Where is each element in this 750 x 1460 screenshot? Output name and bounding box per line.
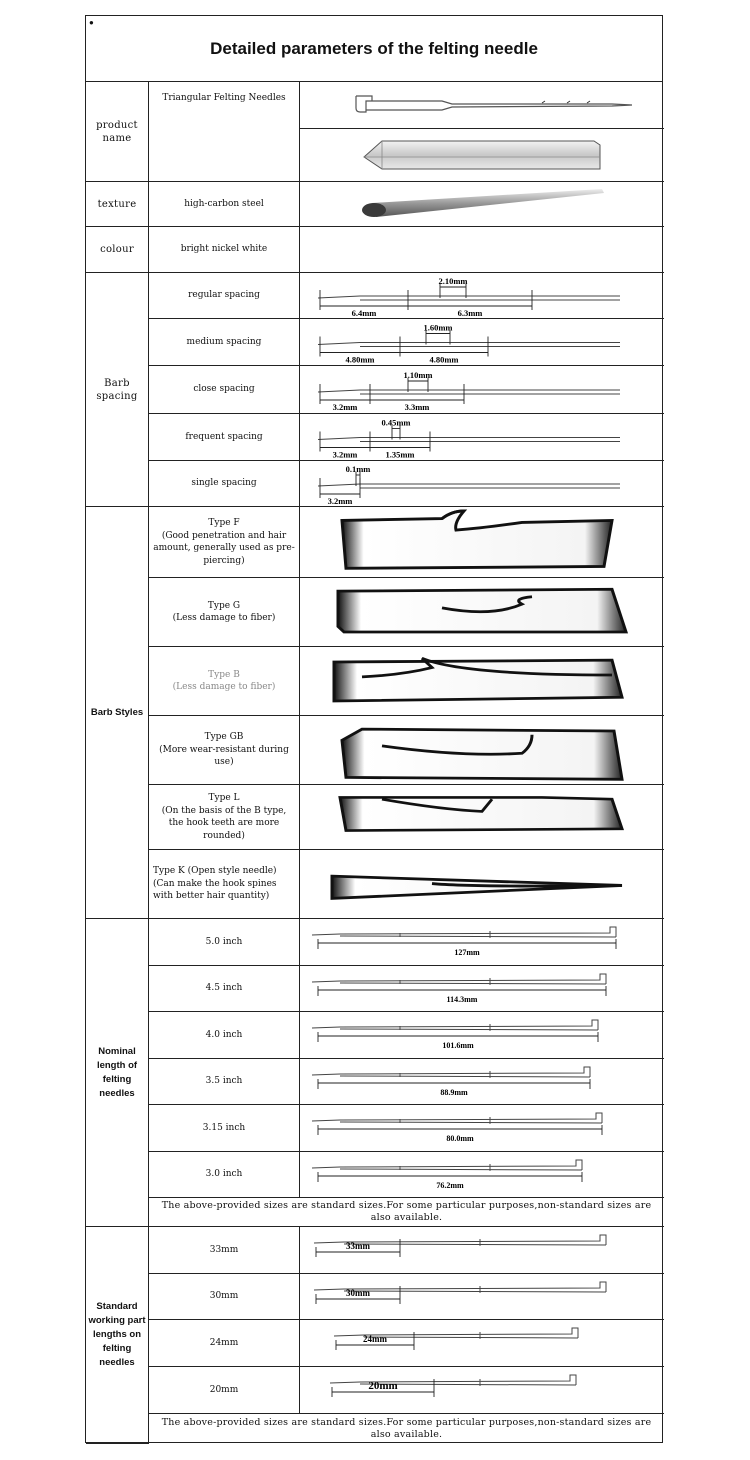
- barb-spacing-name: close spacing: [149, 366, 300, 414]
- barb-style-image: [300, 647, 664, 716]
- colour-value: bright nickel white: [149, 227, 300, 273]
- colour-label: colour: [86, 227, 149, 273]
- gap-label: 0.45mm: [381, 417, 411, 427]
- needle-line: [312, 1113, 602, 1124]
- needle-prism-image: [300, 129, 664, 182]
- working-part-diagram: [300, 1367, 664, 1414]
- barb-style-detail: (Less damage to fiber): [172, 613, 276, 623]
- barb-style-name: Type B: [208, 669, 240, 680]
- colour-empty-cell: [300, 227, 664, 273]
- length-mm-label: 76.2mm: [436, 1180, 464, 1190]
- nominal-length-svg: [300, 1152, 664, 1198]
- barb-spacing-label: Barb spacing: [86, 273, 149, 507]
- barb-style-description: [149, 578, 300, 647]
- working-mm-label: 33mm: [346, 1240, 370, 1251]
- page-title-text: Detailed parameters of the felting needle: [210, 38, 538, 58]
- barb-style-image: [300, 716, 664, 785]
- dimension-lines: [320, 284, 532, 310]
- needle-line: [312, 1020, 598, 1031]
- barb-style-svg: [322, 580, 642, 645]
- barb-style-svg: [322, 718, 642, 783]
- barb-style-description: [149, 716, 300, 785]
- needle-line: [312, 1160, 582, 1171]
- working-mm-label: 30mm: [346, 1287, 370, 1298]
- working-part-diagram: [300, 1227, 664, 1274]
- barb-spacing-diagram: [300, 414, 664, 461]
- left-length-label: 4.80mm: [345, 354, 375, 364]
- working-part-label: Standard working part lengths on felting needles: [86, 1227, 149, 1444]
- nominal-length-diagram: [300, 1105, 664, 1152]
- barb-style-image: [300, 785, 664, 850]
- gap-label: 1.10mm: [403, 369, 433, 380]
- barb-style-svg: [322, 852, 642, 917]
- barb-spacing-name: regular spacing: [149, 273, 300, 319]
- barb-style-detail: (Less damage to fiber): [172, 682, 276, 692]
- nominal-length-size: 3.0 inch: [149, 1152, 300, 1198]
- barb-style-description: [149, 647, 300, 716]
- nominal-length-diagram: [300, 1059, 664, 1105]
- barb-spacing-diagram: [300, 366, 664, 414]
- barb-spacing-name: single spacing: [149, 461, 300, 507]
- working-part-size: 30mm: [149, 1274, 300, 1320]
- barb-spacing-svg: [300, 414, 664, 461]
- left-length-label: 6.4mm: [351, 307, 377, 318]
- gap-label: 1.60mm: [423, 322, 453, 332]
- barb-style-name: Type L: [208, 793, 240, 803]
- barb-style-description: [149, 785, 300, 850]
- nominal-length-diagram: [300, 1012, 664, 1059]
- nominal-length-svg: [300, 919, 664, 966]
- barb-style-description: [149, 507, 300, 578]
- working-mm-label: 24mm: [363, 1333, 387, 1344]
- barb-spacing-svg: [300, 319, 664, 366]
- nominal-length-diagram: [300, 1152, 664, 1198]
- right-length-label: 6.3mm: [457, 307, 483, 318]
- right-length-label: 4.80mm: [429, 354, 459, 364]
- nominal-length-diagram: [300, 919, 664, 966]
- length-mm-label: 80.0mm: [446, 1133, 474, 1143]
- working-part-diagram: [300, 1274, 664, 1320]
- barb-style-detail: (On the basis of the B type, the hook teeth are more rounded): [161, 805, 287, 841]
- barb-style-name: Type G: [207, 600, 241, 611]
- left-length-label: 3.2mm: [327, 495, 353, 506]
- nominal-length-svg: [300, 1059, 664, 1105]
- barb-style-svg: [322, 649, 642, 714]
- nominal-length-svg: [300, 1012, 664, 1059]
- barb-spacing-name: frequent spacing: [149, 414, 300, 461]
- barb-spacing-diagram: [300, 273, 664, 319]
- working-part-svg: [300, 1227, 664, 1274]
- length-mm-label: 114.3mm: [446, 994, 478, 1004]
- barb-style-detail: (Can make the hook spines with better hair quantity): [153, 878, 277, 902]
- barb-blade-shape: [332, 876, 622, 898]
- working-part-diagram: [300, 1320, 664, 1367]
- barb-style-description: [149, 850, 300, 919]
- barb-spacing-svg: [300, 461, 664, 507]
- working-part-size: 33mm: [149, 1227, 300, 1274]
- nominal-length-svg: [300, 1105, 664, 1152]
- length-mm-label: 101.6mm: [442, 1040, 474, 1050]
- working-part-svg: [300, 1320, 664, 1367]
- length-mm-label: 88.9mm: [440, 1087, 468, 1097]
- barb-spacing-name: medium spacing: [149, 319, 300, 366]
- left-length-label: 3.2mm: [332, 449, 358, 459]
- nominal-length-size: 4.5 inch: [149, 966, 300, 1012]
- barb-style-name: Type K (Open style needle): [153, 866, 277, 877]
- nominal-length-size: 4.0 inch: [149, 1012, 300, 1059]
- texture-value: high-carbon steel: [149, 182, 300, 227]
- working-part-size: 20mm: [149, 1367, 300, 1414]
- nominal-length-size: 3.15 inch: [149, 1105, 300, 1152]
- working-mm-label: 20mm: [368, 1379, 398, 1392]
- barb-spacing-svg: [300, 366, 664, 414]
- product-name-label: product name: [86, 82, 149, 182]
- barb-style-image: [300, 507, 664, 578]
- barb-style-image: [300, 850, 664, 919]
- steel-rod-image: [300, 182, 664, 227]
- needle-line: [318, 484, 620, 488]
- needle-side-image: [300, 82, 664, 129]
- right-length-label: 3.3mm: [404, 401, 430, 412]
- barb-spacing-diagram: [300, 461, 664, 507]
- left-length-label: 3.2mm: [332, 401, 358, 412]
- working-part-svg: [300, 1367, 664, 1414]
- barb-styles-label: Barb Styles: [86, 507, 149, 919]
- texture-label: texture: [86, 182, 149, 227]
- barb-blade-shape: [334, 660, 622, 701]
- barb-style-detail: (More wear-resistant during use): [159, 744, 289, 768]
- parameter-sheet: [85, 15, 663, 1443]
- nominal-length-size: 3.5 inch: [149, 1059, 300, 1105]
- right-length-label: 1.35mm: [385, 449, 415, 459]
- needle-line: [312, 974, 606, 985]
- length-mm-label: 127mm: [454, 947, 480, 957]
- nominal-length-note: The above-provided sizes are standard sizes.For some particular purposes,non-standard sizes are also available.: [149, 1198, 664, 1227]
- barb-style-name: Type F: [208, 518, 240, 528]
- working-part-size: 24mm: [149, 1320, 300, 1367]
- needle-line: [312, 1067, 590, 1078]
- gap-label: 2.10mm: [438, 275, 468, 286]
- needle-line: [312, 927, 616, 938]
- barb-style-svg: [322, 509, 642, 576]
- barb-style-image: [300, 578, 664, 647]
- working-part-svg: [300, 1274, 664, 1320]
- gap-label: 0.1mm: [345, 463, 371, 474]
- nominal-length-label: Nominal length of felting needles: [86, 919, 149, 1227]
- nominal-length-svg: [300, 966, 664, 1012]
- needle-line: [318, 296, 620, 300]
- bullet-dot-icon: ●: [89, 18, 94, 27]
- barb-blade-shape: [342, 510, 612, 567]
- barb-blade-shape: [340, 797, 622, 830]
- barb-style-detail: (Good penetration and hair amount, generally used as pre-piercing): [153, 530, 295, 566]
- page-title: [86, 16, 662, 82]
- working-part-note: The above-provided sizes are standard sizes.For some particular purposes,non-standard sizes are also available.: [161, 1417, 652, 1440]
- nominal-length-size: 5.0 inch: [149, 919, 300, 966]
- barb-style-svg: [322, 787, 642, 848]
- needle-line: [318, 437, 620, 441]
- needle-line: [330, 1375, 576, 1386]
- barb-spacing-svg: [300, 273, 664, 319]
- barb-spacing-diagram: [300, 319, 664, 366]
- barb-style-name: Type GB: [204, 732, 244, 743]
- product-name-value: Triangular Felting Needles: [149, 82, 300, 182]
- needle-line: [318, 342, 620, 346]
- needle-line: [318, 390, 620, 394]
- nominal-length-diagram: [300, 966, 664, 1012]
